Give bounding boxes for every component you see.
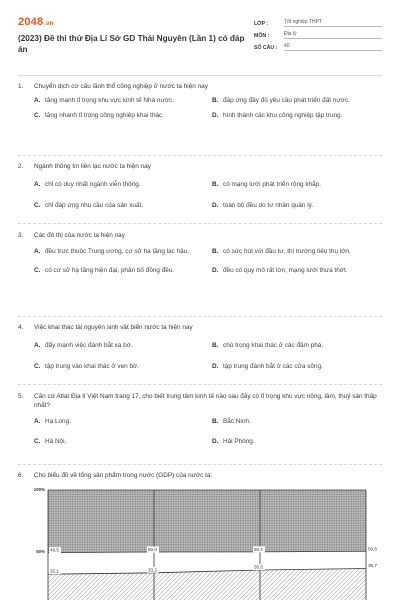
option-d[interactable] <box>212 267 382 276</box>
option-text: chủ trọng khai thác ở các đầm phá. <box>223 342 324 349</box>
data-label-series-1: 50,6 <box>368 546 377 552</box>
option-letter: D. <box>212 437 219 445</box>
page-header <box>18 12 382 74</box>
header-divider <box>18 75 382 76</box>
meta-key: SỐ CÂU : <box>254 45 278 51</box>
question-stem <box>18 162 382 171</box>
y-tick-label: 100% <box>33 487 45 492</box>
option-a[interactable] <box>34 342 204 351</box>
options-grid <box>34 181 382 211</box>
option-text: có sức hút với đầu tư, thị trường tiêu thụ lớn. <box>223 248 351 255</box>
meta-key: LỚP : <box>254 21 269 27</box>
exam-meta <box>254 15 382 51</box>
option-letter: A. <box>34 181 41 188</box>
option-b[interactable] <box>212 342 382 351</box>
question-number: 1. <box>18 83 24 90</box>
option-text: toàn bộ đều do tư nhân quản lý. <box>223 201 314 209</box>
option-letter: A. <box>34 248 41 255</box>
option-c[interactable] <box>34 438 204 447</box>
question-separator <box>18 316 382 317</box>
option-a[interactable] <box>34 181 204 190</box>
site-logo[interactable] <box>18 16 54 28</box>
data-label-series-2: 32,1 <box>50 568 59 574</box>
question-number: 3. <box>18 232 24 239</box>
question-stem <box>18 471 382 480</box>
option-text: hình thành các khu công nghiệp tập trung. <box>223 111 343 119</box>
question-1 <box>18 82 382 155</box>
area-band-dots <box>48 490 366 553</box>
option-letter: D. <box>212 362 219 370</box>
question-2 <box>18 162 382 223</box>
question-stem <box>18 392 382 410</box>
option-letter: A. <box>34 97 41 104</box>
option-b[interactable] <box>212 248 382 257</box>
gdp-chart <box>26 486 386 600</box>
option-a[interactable] <box>34 97 204 106</box>
question-separator <box>18 384 382 385</box>
option-c[interactable] <box>34 202 204 211</box>
exam-title: (2023) Đề thi thử Địa Lí Sở GD Thái Nguyên (Lần 1) có đáp án <box>18 34 245 54</box>
question-text: Căn cứ Atlat Địa lí Việt Nam trang 17, cho biết trung tâm kinh tế nào sau đây có tỉ trọng khu vực nông, lâm, thuỷ sản thấp nhất? <box>34 393 377 409</box>
question-text: Các đô thị của nước ta hiện nay <box>34 232 125 239</box>
option-letter: B. <box>212 342 219 349</box>
option-d[interactable] <box>212 112 382 121</box>
option-text: đều trực thuộc Trung ương, cơ sở hạ tầng lạc hậu. <box>45 248 190 255</box>
option-text: Bắc Ninh. <box>223 418 251 425</box>
option-d[interactable] <box>212 438 382 447</box>
option-c[interactable] <box>34 267 204 276</box>
option-text: đều có quy mô rất lớn, mạng lưới thưa thớt. <box>223 266 348 274</box>
option-letter: D. <box>212 266 219 274</box>
data-label-series-1: 49,5 <box>50 547 59 553</box>
meta-value: Địa lý <box>284 31 382 39</box>
option-text: tập trung vào khai thác ở ven bờ. <box>45 362 139 370</box>
options-grid <box>34 97 382 121</box>
option-letter: D. <box>212 111 219 119</box>
question-stem <box>18 323 382 332</box>
options-grid <box>34 248 382 276</box>
option-d[interactable] <box>212 363 382 372</box>
option-b[interactable] <box>212 418 382 427</box>
logo-suffix: .vn <box>44 21 54 27</box>
gdp-chart-svg <box>26 486 386 600</box>
option-text: có cơ sở hạ tầng hiện đại, phân bố đồng đều. <box>45 266 175 274</box>
option-d[interactable] <box>212 202 382 211</box>
option-c[interactable] <box>34 112 204 121</box>
option-c[interactable] <box>34 363 204 372</box>
question-number: 4. <box>18 324 24 331</box>
data-label-series-2: 33,2 <box>148 567 157 573</box>
option-b[interactable] <box>212 97 382 106</box>
meta-row-class <box>254 15 382 27</box>
question-number: 5. <box>18 393 24 400</box>
question-5 <box>18 392 382 464</box>
option-text: Hạ Long. <box>45 418 71 425</box>
option-text: đẩy mạnh việc đánh bắt xa bờ. <box>45 342 133 349</box>
meta-row-count <box>254 39 382 51</box>
question-separator <box>18 464 382 465</box>
option-letter: A. <box>34 342 41 349</box>
question-3 <box>18 231 382 316</box>
data-label-series-1: 50,0 <box>148 547 157 552</box>
option-text: Hải Phòng. <box>223 437 255 445</box>
question-text: Cho biểu đồ về tổng sản phẩm trong nước (GDP) của nước ta: <box>34 472 213 479</box>
question-text: Chuyển dịch cơ cấu lãnh thổ công nghiệp ở nước ta hiện nay <box>34 83 208 90</box>
meta-key: MÔN : <box>254 33 270 39</box>
options-grid <box>34 418 382 447</box>
question-6 <box>18 471 382 480</box>
option-letter: C. <box>34 362 41 370</box>
options-grid <box>34 342 382 372</box>
option-b[interactable] <box>212 181 382 190</box>
option-letter: B. <box>212 248 219 255</box>
option-letter: B. <box>212 418 219 425</box>
option-text: chỉ có duy nhất ngành viễn thông. <box>45 181 141 188</box>
question-number: 2. <box>18 163 24 170</box>
option-text: tăng mạnh tỉ trọng khu vực kinh tế Nhà nước. <box>45 97 174 104</box>
question-separator <box>18 155 382 156</box>
option-letter: C. <box>34 266 41 274</box>
logo-main: 2048 <box>18 16 44 28</box>
question-text: Việc khai thác tài nguyên sinh vật biển nước ta hiện nay <box>34 324 193 331</box>
question-number: 6. <box>18 472 24 479</box>
option-text: tập trung đánh bắt ở các cửa sông. <box>223 362 323 370</box>
option-letter: B. <box>212 97 219 104</box>
question-separator <box>18 223 382 224</box>
option-letter: D. <box>212 201 219 209</box>
data-label-series-2: 36,7 <box>368 562 377 568</box>
meta-value: 40 <box>284 43 382 51</box>
question-stem <box>18 231 382 240</box>
option-text: Hà Nội. <box>45 437 67 445</box>
option-text: đáp ứng đầy đủ yêu cầu phát triển đất nước. <box>223 97 350 104</box>
option-letter: B. <box>212 181 219 188</box>
y-tick-label: 50% <box>36 549 45 554</box>
option-text: có mạng lưới phát triển rộng khắp. <box>223 181 321 188</box>
option-text: tăng nhanh tỉ trọng công nghiệp khai thác. <box>45 111 165 119</box>
data-label-series-2: 35,5 <box>254 564 263 570</box>
option-text: chỉ đáp ứng nhu cầu của sản xuất. <box>45 201 144 209</box>
question-list <box>18 82 382 480</box>
option-letter: A. <box>34 418 41 425</box>
meta-value: Tốt nghiệp THPT <box>284 19 382 27</box>
question-text: Ngành thông tin liên lạc nước ta hiện nay <box>34 163 151 170</box>
option-letter: C. <box>34 111 41 119</box>
question-stem <box>18 82 382 91</box>
data-label-series-1: 50,1 <box>254 546 263 552</box>
option-a[interactable] <box>34 418 204 427</box>
meta-row-subject <box>254 27 382 39</box>
option-letter: C. <box>34 201 41 209</box>
question-4 <box>18 323 382 384</box>
option-letter: C. <box>34 437 41 445</box>
option-a[interactable] <box>34 248 204 257</box>
